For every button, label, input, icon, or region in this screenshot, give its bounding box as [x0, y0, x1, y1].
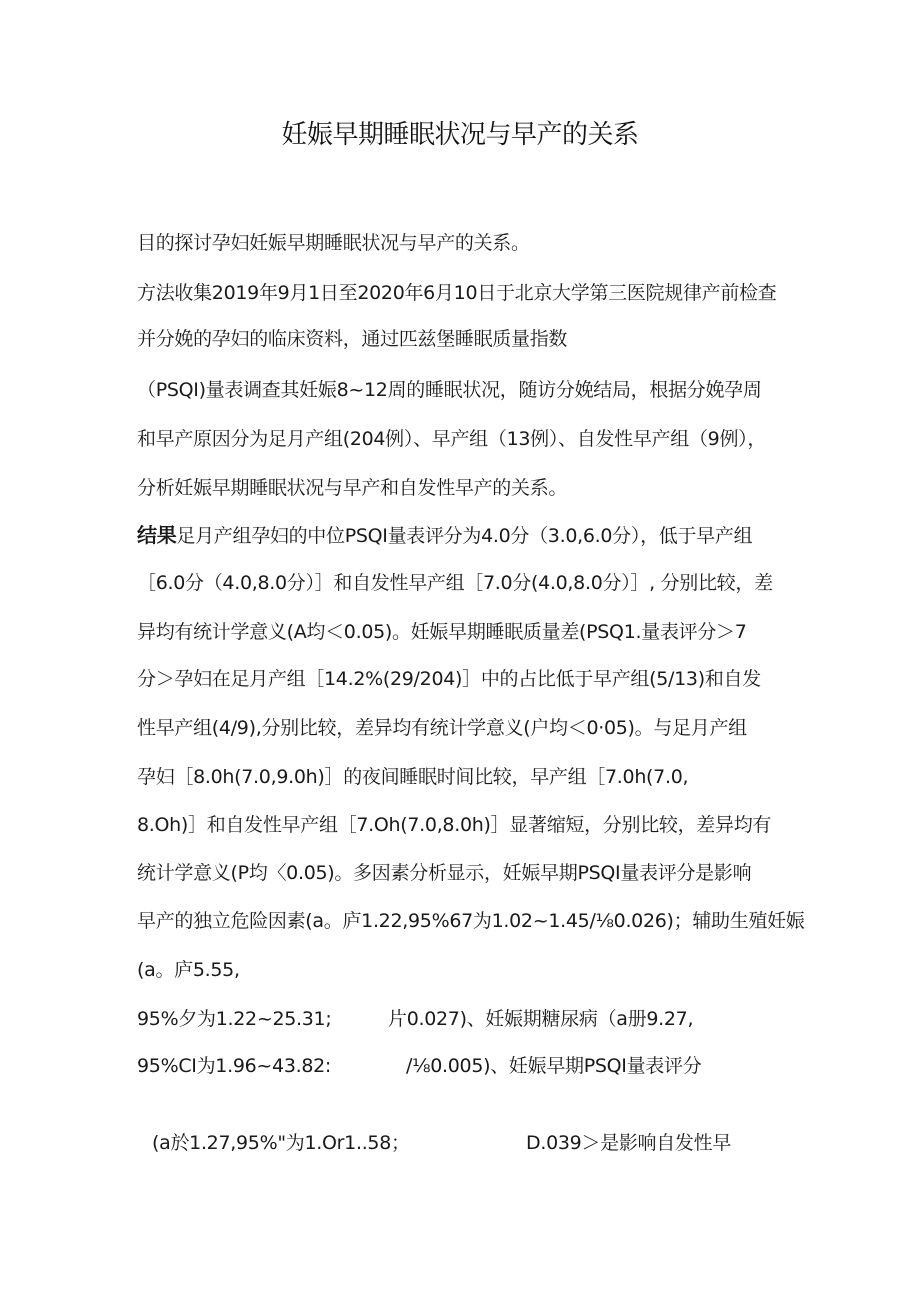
results-line: 统计学意义(P均〈0.05)。多因素分析显示，妊娠早期PSQI量表评分是影响 — [137, 862, 752, 884]
methods-line: （PSQI)量表调查其妊娠8~12周的睡眠状况，随访分娩结局，根据分娩孕周 — [137, 379, 762, 401]
results-first-line — [137, 523, 752, 548]
results-line: 异均有统计学意义(A均＜0.05)。妊娠早期睡眠质量差(PSQ1.量表评分＞7 — [137, 621, 747, 643]
results-line: 早产的独立危险因素(a。庐1.22,95%67为1.02~1.45∕⅛0.026)；辅助生殖妊娠 — [137, 910, 805, 932]
results-line: 分＞孕妇在足月产组［14.2%(29/204)］中的占比低于早产组(5/13)和自发 — [137, 668, 761, 690]
results-split-right: ∕⅛0.005)、妊娠早期PSQI量表评分 — [406, 1055, 702, 1077]
methods-line: 并分娩的孕妇的临床资料，通过匹兹堡睡眠质量指数 — [137, 328, 568, 350]
results-split-right: D.039＞是影响自发性早 — [526, 1132, 732, 1154]
results-split-left: 95%CI为1.96~43.82: — [137, 1055, 332, 1077]
results-label: 结果 — [137, 523, 177, 547]
results-line: 性早产组(4/9),分别比较，差异均有统计学意义(户均＜0·05)。与足月产组 — [137, 717, 747, 739]
results-split-left: 95%夕为1.22~25.31; — [137, 1008, 332, 1030]
methods-line: 分析妊娠早期睡眠状况与早产和自发性早产的关系。 — [137, 477, 568, 499]
results-text: 足月产组孕妇的中位PSQI量表评分为4.0分（3.0,6.0分），低于早产组 — [176, 525, 753, 547]
results-line: 孕妇［8.0h(7.0,9.0h)］的夜间睡眠时间比较，早产组［7.0h(7.0, — [137, 766, 689, 788]
results-line: ［6.0分（4.0,8.0分）］和自发性早产组［7.0分(4.0,8.0分）］, 分别比较，差 — [137, 572, 773, 594]
methods-line: 和早产原因分为足月产组(204例）、早产组（13例）、自发性早产组（9例）， — [137, 428, 767, 450]
results-split-right: 片0.027)、妊娠期糖尿病（a册9.27, — [388, 1008, 694, 1030]
methods-line: 方法收集2019年9月1日至2020年6月10日于北京大学第三医院规律产前检查 — [137, 282, 777, 304]
results-split-left: (a於1.27,95%"为1.Or1..58； — [152, 1132, 410, 1154]
results-line: 8.Oh)］和自发性早产组［7.Oh(7.0,8.0h)］显著缩短，分别比较，差异均有 — [137, 814, 772, 836]
objective-line: 目的探讨孕妇妊娠早期睡眠状况与早产的关系。 — [137, 232, 530, 254]
document-title: 妊娠早期睡眠状况与早产的关系 — [281, 120, 639, 150]
results-line: (a。庐5.55, — [137, 959, 240, 981]
